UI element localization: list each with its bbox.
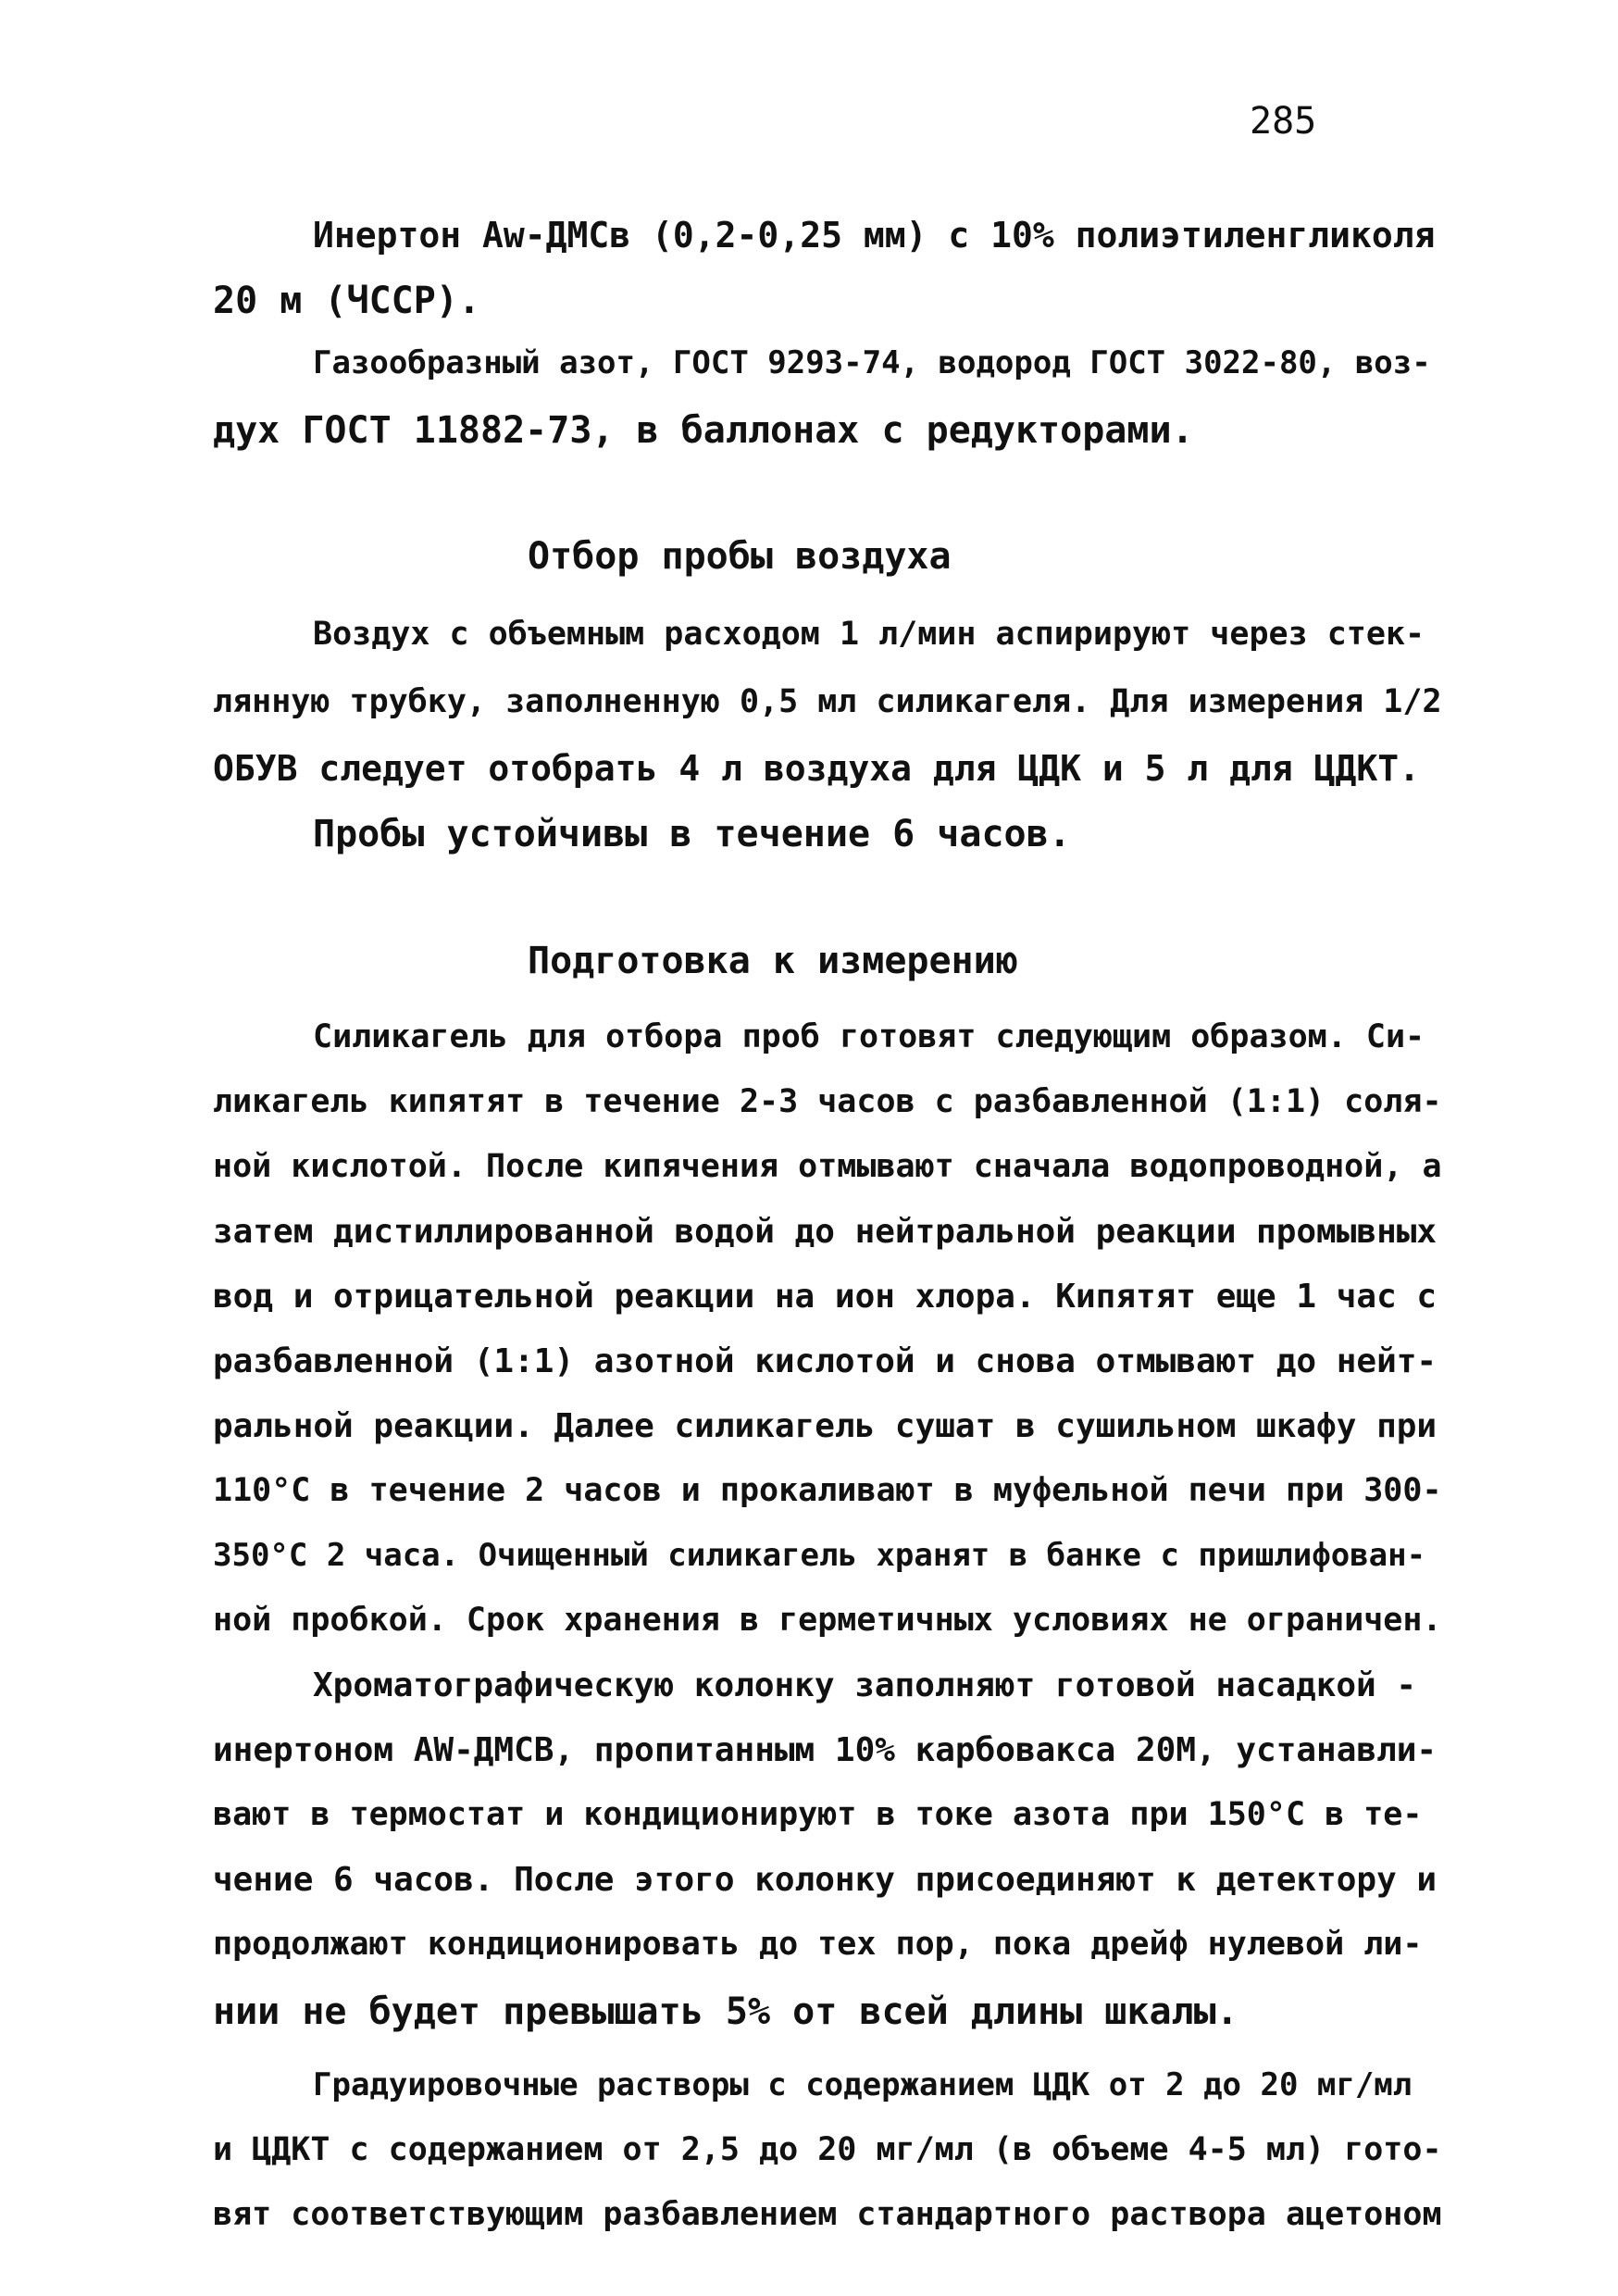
text-line: вод и отрицательной реакции на ион хлора. Кипятят еще 1 час с [213, 1278, 1438, 1316]
text-line: Воздух с объемным расходом 1 л/мин аспирируют через стек- [313, 616, 1425, 653]
text-line: ОБУВ следует отобрать 4 л воздуха для ЦДК и 5 л для ЦДКТ. [213, 748, 1421, 789]
text-line: дух ГОСТ 11882-73, в баллонах с редукторами. [213, 409, 1194, 452]
text-line: вают в термостат и кондиционируют в токе азота при 150°С в те- [213, 1796, 1423, 1833]
text-line: Пробы устойчивы в течение 6 часов. [313, 813, 1071, 855]
text-line: ликагель кипятят в течение 2-3 часов с разбавленной (1:1) соля- [213, 1083, 1442, 1120]
text-line: 350°С 2 часа. Очищенный силикагель хранят в банке с пришлифован- [213, 1537, 1426, 1574]
text-line: Градуировочные растворы с содержанием ЦДК от 2 до 20 мг/мл [313, 2066, 1413, 2103]
text-line: 20 м (ЧССР). [213, 280, 480, 322]
section-heading: Отбор пробы воздуха [528, 535, 952, 578]
text-line: ной пробкой. Срок хранения в герметичных условиях не ограничен. [213, 1602, 1442, 1639]
page-number: 285 [1250, 100, 1317, 143]
text-line: Силикагель для отбора проб готовят следующим образом. Си- [313, 1018, 1425, 1055]
text-line: Хроматографическую колонку заполняют готовой насадкой - [313, 1666, 1417, 1704]
text-line: лянную трубку, заполненную 0,5 мл силикагеля. Для измерения 1/2 [213, 683, 1442, 720]
text-line: Инертон Aw-ДМСв (0,2-0,25 мм) с 10% полиэтиленгликоля [313, 215, 1436, 256]
text-line: разбавленной (1:1) азотной кислотой и снова отмывают до нейт- [213, 1342, 1438, 1380]
text-line: продолжают кондиционировать до тех пор, пока дрейф нулевой ли- [213, 1926, 1423, 1963]
section-heading: Подготовка к измерению [528, 940, 1018, 982]
text-line: затем дистиллированной водой до нейтральной реакции промывных [213, 1213, 1438, 1251]
text-line: Газообразный азот, ГОСТ 9293-74, водород ГОСТ 3022-80, воз- [313, 344, 1431, 381]
text-line: ной кислотой. После кипячения отмывают сначала водопроводной, а [213, 1148, 1442, 1185]
text-line: инертоном AW-ДМСВ, пропитанным 10% карбовакса 20М, устанавли- [213, 1731, 1438, 1769]
text-line: нии не будет превышать 5% от всей длины шкалы. [213, 1990, 1238, 2033]
text-line: вят соответствующим разбавлением стандартного раствора ацетоном [213, 2196, 1442, 2233]
text-line: ральной реакции. Далее силикагель сушат в сушильном шкафу при [213, 1407, 1438, 1445]
text-line: 110°С в течение 2 часов и прокаливают в муфельной печи при 300- [213, 1472, 1442, 1509]
text-line: и ЦДКТ с содержанием от 2,5 до 20 мг/мл (в объеме 4-5 мл) гото- [213, 2131, 1442, 2168]
text-line: чение 6 часов. После этого колонку присоединяют к детектору и [213, 1861, 1438, 1899]
